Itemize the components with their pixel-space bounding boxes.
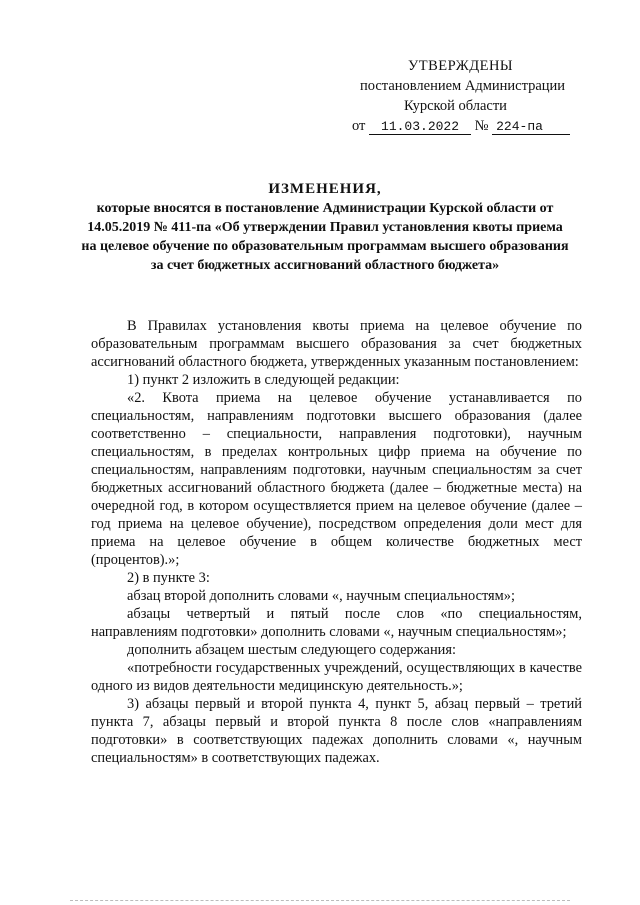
paragraph: абзац второй дополнить словами «, научным специальностям»; — [127, 588, 515, 604]
approval-issuer: постановлением Администрации — [360, 78, 566, 94]
document-title: ИЗМЕНЕНИЯ, — [268, 181, 382, 197]
paragraph: 2) в пункте 3: — [127, 570, 210, 586]
number-prefix: № — [474, 118, 489, 134]
approval-date: 11.03.2022 — [369, 119, 471, 135]
paragraph: дополнить абзацем шестым следующего содержания: — [127, 642, 456, 658]
document-body — [91, 317, 582, 767]
paragraph: «2. Квота приема на целевое обучение устанавливается по специальностям, направлениям подготовки высшего образования (далее соответственно – специальности, направления подготовки), научным специальностям, в пределах контрольных цифр приема на обучение по специальностям, направлениям подготовки, научным специальностям за счет бюджетных ассигнований областного бюджета (далее – бюджетные места) на очередной год, в котором осуществляется прием на целевое обучение (далее – год приема на целевое обучение), посредством определения доли мест для приема на целевое обучение в общем количестве бюджетных мест (процентов).»; — [91, 390, 582, 568]
paragraph: 3) абзацы первый и второй пункта 4, пункт 5, абзац первый – третий пункта 7, абзацы первый и второй пункта 8 после слов «направлениям подготовки» в соответствующих падежах дополнить словами «, научным специальностям» в соответствующих падежах. — [91, 696, 582, 766]
paragraph: «потребности государственных учреждений, осуществляющих в качестве одного из видов деятельности медицинскую деятельность.»; — [91, 660, 582, 694]
document-subtitle: которые вносятся в постановление Администрации Курской области от 14.05.2019 № 411-па «Об утверждении Правил установления квоты приема на целевое обучение по образовательным программам высшего образования за счет бюджетных ассигнований областного бюджета» — [81, 201, 569, 273]
approval-title: УТВЕРЖДЕНЫ — [408, 58, 514, 74]
document-heading — [80, 179, 570, 275]
from-prefix: от — [352, 118, 366, 134]
approval-number: 224-па — [492, 119, 570, 135]
paragraph: В Правилах установления квоты приема на целевое обучение по образовательным программам высшего образования за счет бюджетных ассигнований областного бюджета, утвержденных указанным постановлением: — [91, 318, 582, 370]
paragraph: абзацы четвертый и пятый после слов «по специальностям, направлениям подготовки» дополнить словами «, научным специальностям»; — [91, 606, 582, 640]
approval-date-number — [352, 116, 570, 136]
paragraph: 1) пункт 2 изложить в следующей редакции: — [127, 372, 400, 388]
approval-region: Курской области — [404, 98, 507, 114]
page-bottom-divider — [70, 900, 570, 901]
